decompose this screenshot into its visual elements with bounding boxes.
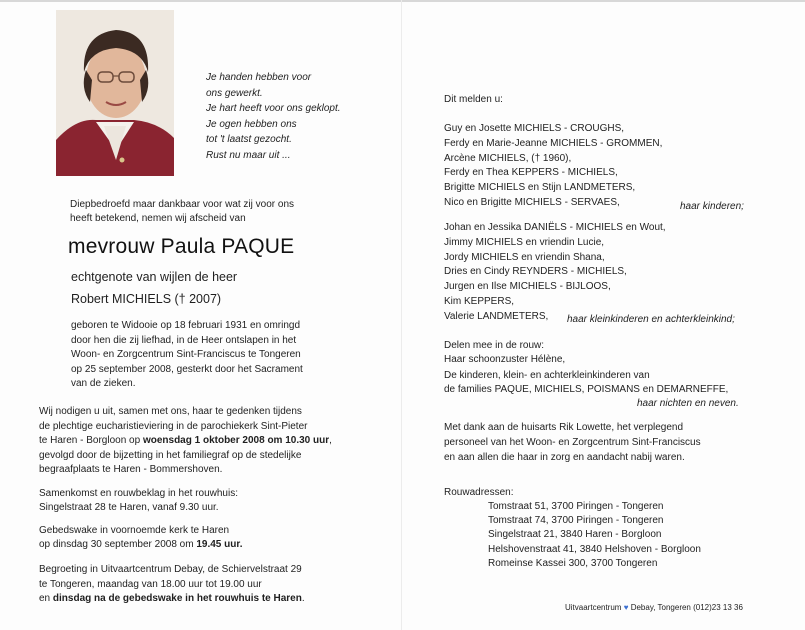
- address-item: Tomstraat 74, 3700 Piringen - Tongeren: [488, 515, 664, 527]
- funeral-invitation: [39, 405, 332, 478]
- birth-line: door hen die zij liefhad, in de Heer ontslapen in het: [71, 334, 297, 346]
- list-item: Kim KEPPERS,: [444, 295, 515, 307]
- gathering-info: [39, 487, 238, 516]
- birth-line: geboren te Widooie op 18 februari 1931 en omringd: [71, 320, 301, 331]
- poem-line: ons gewerkt.: [206, 87, 263, 99]
- mourners-list: [444, 339, 565, 368]
- announce-heading: Dit melden u:: [444, 94, 503, 105]
- thanks-line: en aan allen die haar in zorg en aandacht nabij waren.: [444, 451, 685, 463]
- list-item: Brigitte MICHIELS en Stijn LANDMETERS,: [444, 182, 636, 194]
- list-item: Jordy MICHIELS en vriendin Shana,: [444, 251, 605, 263]
- wake-text: op dinsdag 30 september 2008 om: [39, 539, 197, 551]
- wake-info: [39, 524, 242, 553]
- families-role: haar nichten en neven.: [637, 398, 739, 409]
- deceased-name: mevrouw Paula PAQUE: [68, 235, 295, 258]
- list-item: De kinderen, klein- en achterkleinkinderen van: [444, 370, 650, 381]
- spouse-label: echtgenote van wijlen de heer: [71, 270, 238, 284]
- poem-line: Je handen hebben voor: [206, 72, 312, 83]
- poem-line: Je hart heeft voor ons geklopt.: [206, 103, 341, 115]
- heart-icon: ♥: [623, 603, 629, 612]
- list-item: Guy en Josette MICHIELS - CROUGHS,: [444, 123, 625, 134]
- list-item: Jurgen en Ilse MICHIELS - BIJLOOS,: [444, 281, 611, 293]
- poem-line: tot 't laatst gezocht.: [206, 134, 292, 146]
- visitation-text: .: [301, 593, 305, 605]
- list-item: Johan en Jessika DANIËLS - MICHIELS en Wout,: [444, 222, 666, 233]
- list-item: Ferdy en Marie-Jeanne MICHIELS - GROMMEN,: [444, 137, 663, 149]
- top-edge: [0, 0, 805, 2]
- addresses-heading: Rouwadressen:: [444, 487, 514, 498]
- thanks-line: personeel van het Woon- en Zorgcentrum Sint-Franciscus: [444, 436, 701, 448]
- list-item: Valerie LANDMETERS,: [444, 310, 549, 322]
- visitation-highlight: dinsdag na de gebedswake in het rouwhuis te Haren: [52, 593, 302, 605]
- birth-line: op 25 september 2008, gesterkt door het Sacrament: [71, 363, 303, 375]
- birth-line: van de zieken.: [71, 378, 136, 390]
- grandchildren-role: haar kleinkinderen en achterkleinkind;: [567, 314, 735, 325]
- visitation-line: te Tongeren, maandag van 18.00 uur tot 19.00 uur: [39, 578, 262, 590]
- invite-line: begraafplaats te Haren - Bommershoven.: [39, 464, 223, 476]
- portrait-illustration: [56, 10, 174, 176]
- address-item: Helshovenstraat 41, 3840 Helshoven - Borgloon: [488, 543, 701, 555]
- wake-line: Gebedswake in voornoemde kerk te Haren: [39, 525, 230, 536]
- funeral-datetime: woensdag 1 oktober 2008 om 10.30 uur: [142, 435, 330, 447]
- families-list: [444, 369, 728, 398]
- invite-line: de plechtige eucharistieviering in de parochiekerk Sint-Pieter: [39, 420, 308, 432]
- birth-line: Woon- en Zorgcentrum Sint-Franciscus te Tongeren: [71, 349, 301, 361]
- wake-time: 19.45 uur.: [196, 539, 243, 551]
- invite-line: Wij nodigen u uit, samen met ons, haar te gedenken tijdens: [39, 406, 302, 417]
- thanks-line: Met dank aan de huisarts Rik Lowette, het verplegend: [444, 422, 684, 433]
- spouse-name: Robert MICHIELS († 2007): [71, 292, 222, 306]
- birth-death-text: [71, 319, 303, 392]
- list-item: Arcène MICHIELS, († 1960),: [444, 152, 572, 164]
- visitation-line: [39, 592, 305, 607]
- list-item: Jimmy MICHIELS en vriendin Lucie,: [444, 236, 605, 248]
- list-item: de families PAQUE, MICHIELS, POISMANS en DEMARNEFFE,: [444, 384, 729, 396]
- children-list: [444, 122, 662, 211]
- poem-line: Je ogen hebben ons: [206, 118, 297, 130]
- address-item: Romeinse Kassei 300, 3700 Tongeren: [488, 557, 658, 569]
- children-role: haar kinderen;: [680, 201, 744, 212]
- list-item: Nico en Brigitte MICHIELS - SERVAES,: [444, 196, 620, 208]
- portrait-photo: [56, 10, 174, 176]
- address-item: Singelstraat 21, 3840 Haren - Borgloon: [488, 529, 662, 541]
- gathering-line: Samenkomst en rouwbeklag in het rouwhuis:: [39, 488, 238, 499]
- wake-line: [39, 538, 242, 552]
- visitation-line: Begroeting in Uitvaartcentrum Debay, de Schiervelstraat 29: [39, 564, 302, 575]
- footer-text: Debay, Tongeren (012)23 13 36: [630, 603, 743, 612]
- list-item: Haar schoonzuster Hélène,: [444, 354, 566, 366]
- thanks-text: [444, 421, 701, 465]
- invite-line: [39, 434, 332, 449]
- invite-text: ,: [329, 435, 332, 447]
- addresses-list: [488, 500, 701, 571]
- intro-text: [70, 198, 294, 227]
- list-item: Delen mee in de rouw:: [444, 340, 545, 351]
- address-item: Tomstraat 51, 3700 Piringen - Tongeren: [488, 501, 664, 512]
- grandchildren-list: [444, 221, 666, 325]
- funeral-home-footer: [565, 603, 743, 612]
- fold-line: [401, 0, 402, 630]
- intro-line: Diepbedroefd maar dankbaar voor wat zij voor ons: [70, 199, 295, 210]
- invite-text: te Haren - Borgloon op: [39, 435, 143, 447]
- footer-text: Uitvaartcentrum: [565, 603, 622, 612]
- list-item: Ferdy en Thea KEPPERS - MICHIELS,: [444, 167, 618, 179]
- invite-line: gevolgd door de bijzetting in het familiegraf op de stedelijke: [39, 449, 302, 461]
- list-item: Dries en Cindy REYNDERS - MICHIELS,: [444, 266, 627, 278]
- visitation-info: [39, 563, 305, 607]
- poem: [206, 70, 341, 164]
- intro-line: heeft betekend, nemen wij afscheid van: [70, 213, 246, 225]
- gathering-line: Singelstraat 28 te Haren, vanaf 9.30 uur.: [39, 502, 219, 514]
- poem-line: Rust nu maar uit ...: [206, 149, 291, 161]
- visitation-text: en: [39, 593, 53, 605]
